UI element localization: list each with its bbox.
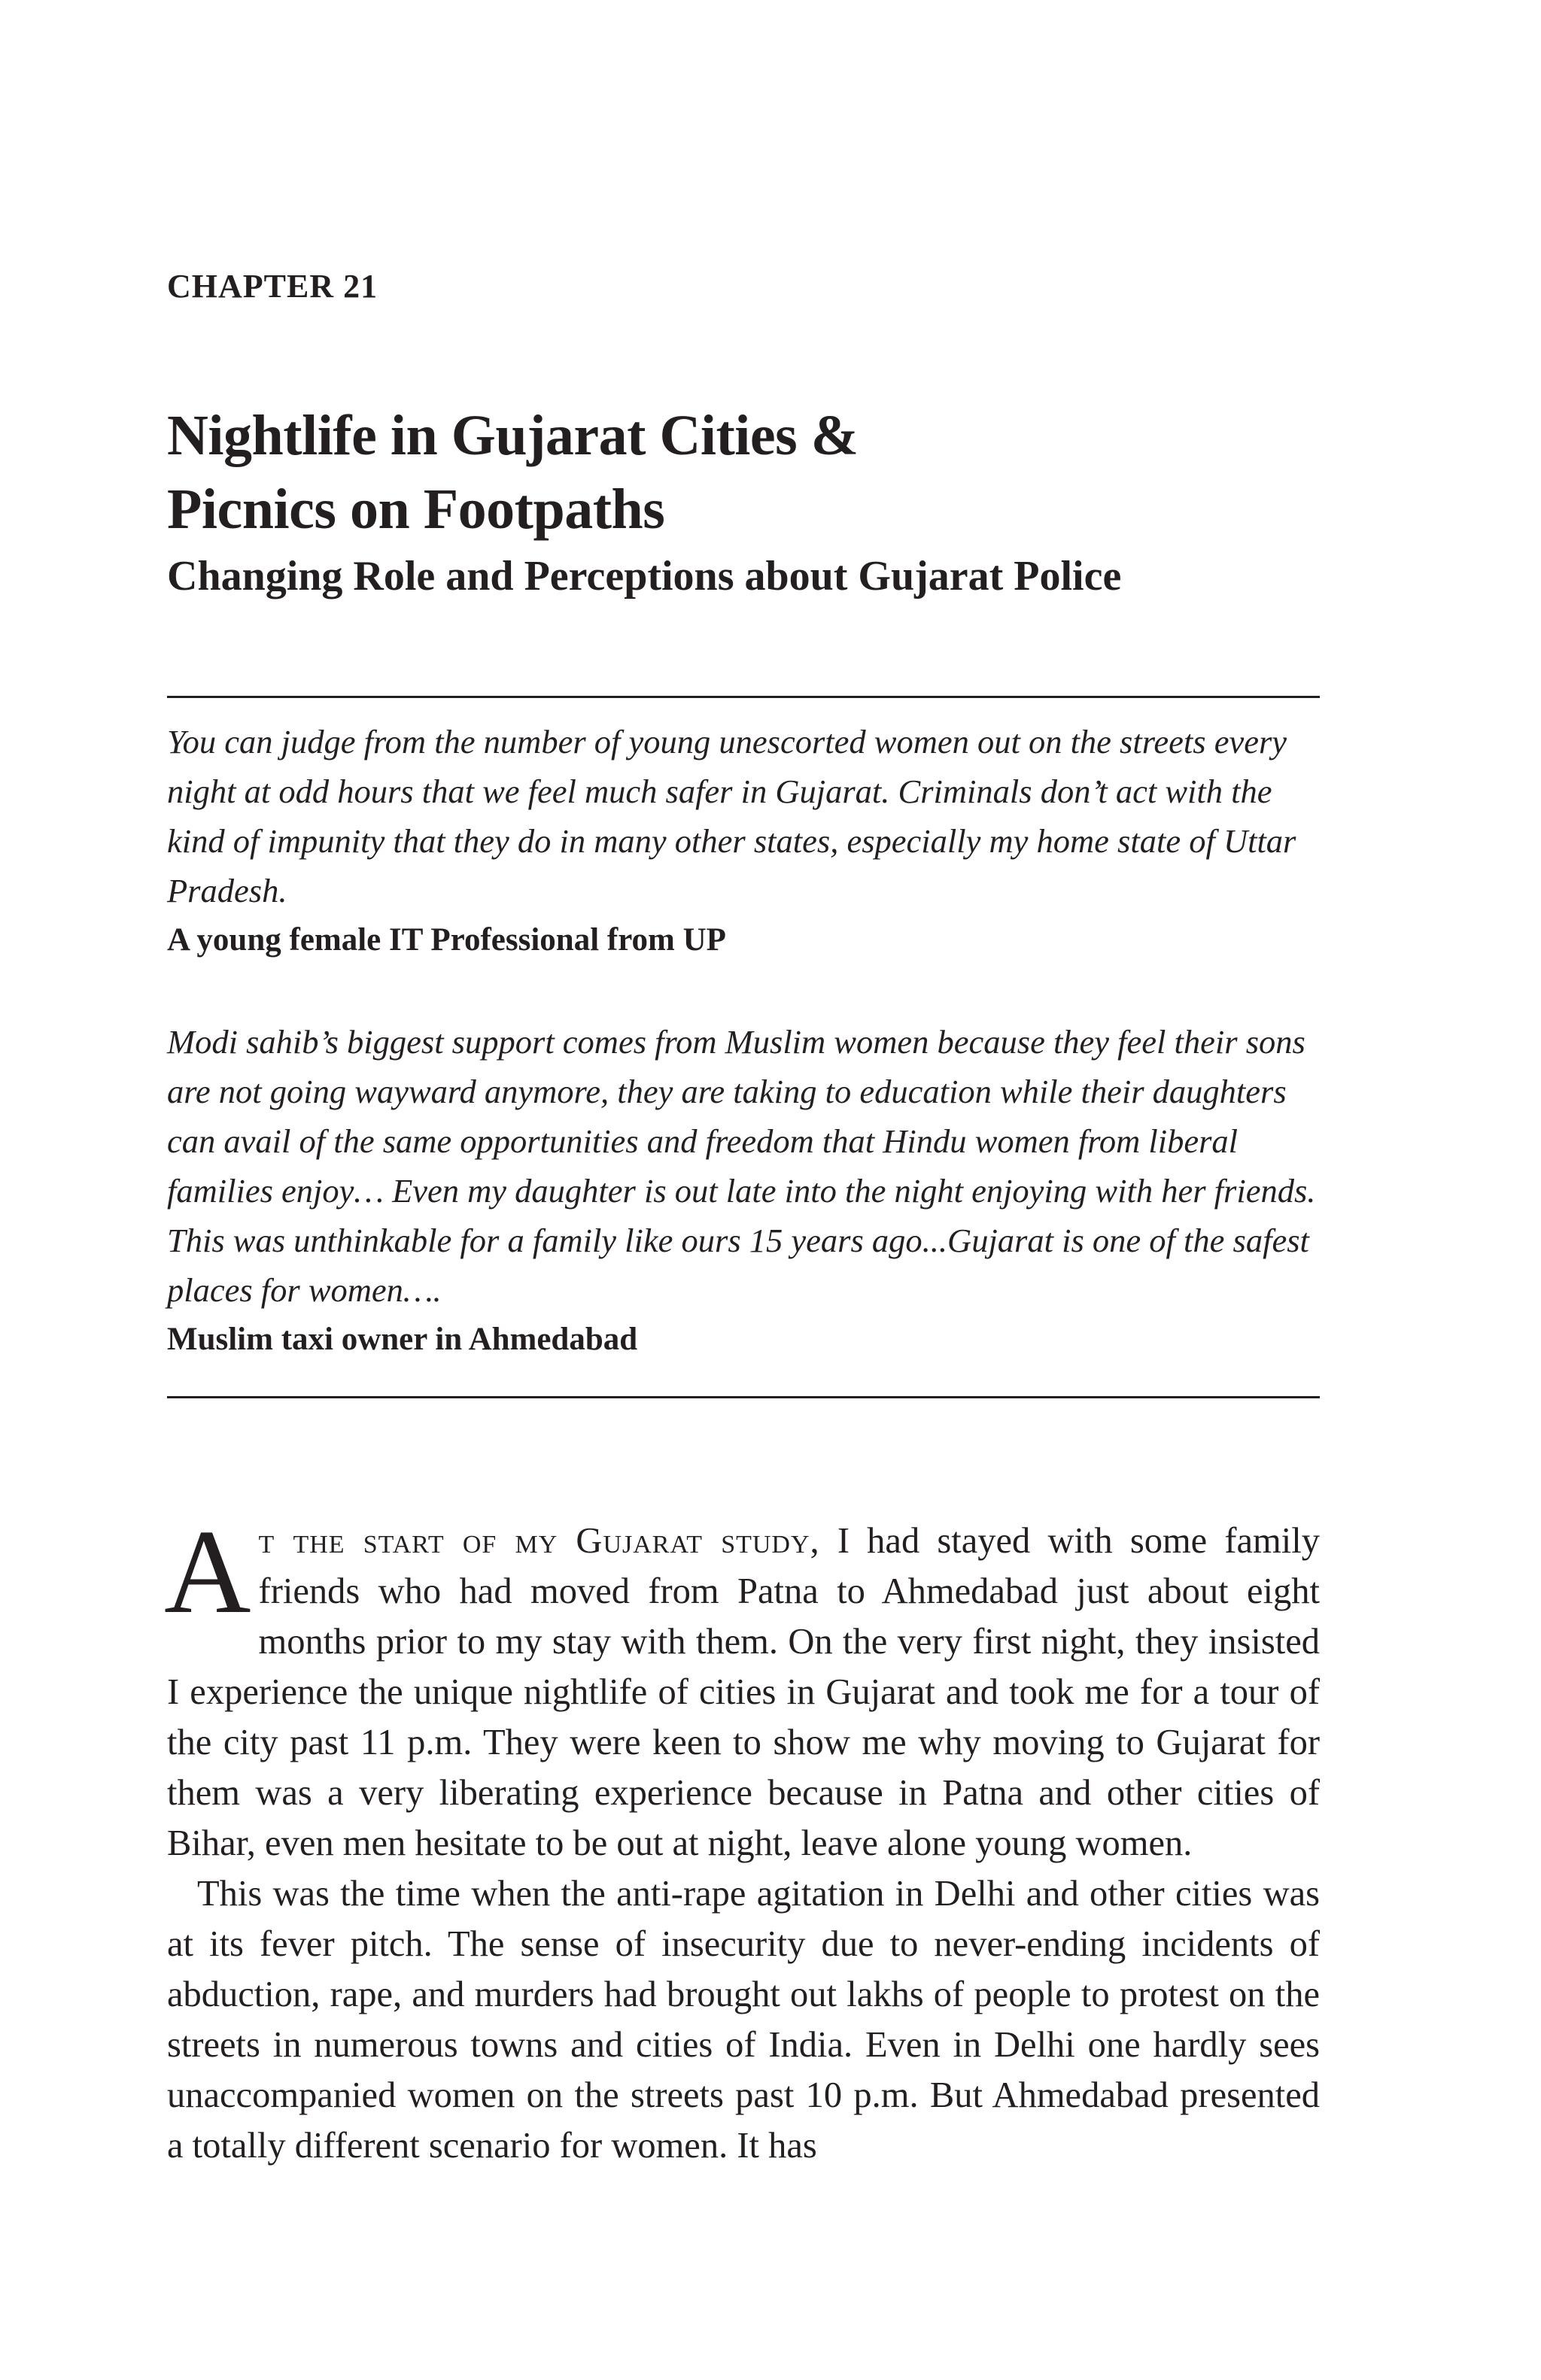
paragraph-2: This was the time when the anti-rape agitation in Delhi and other cities was at its fever pitch. The sense of insecurity due to never-ending incidents of abduction, rape, and murders had brought out lakhs of people to protest on the streets in numerous towns and cities of India. Even in Delhi one hardly sees unaccompanied women on the streets past 10 p.m. But Ahmedabad presented a totally different scenario for women. It has: [167, 1874, 1320, 2166]
epigraph-2-quote: Modi sahib’s biggest support comes from Muslim women because they feel their sons are not going wayward anymore, they are taking to education while their daughters can avail of the same opportunities and freedom that Hindu women from liberal families enjoy… Even my daughter is out late into the night enjoying with her friends. This was unthinkable for a family like ours 15 years ago...Gujarat is one of the safest places for women….: [167, 1023, 1316, 1309]
epigraph-2: [167, 1017, 1320, 1365]
paragraph-1-text: I had stayed with some family friends who had moved from Patna to Ahmedabad just about eight months prior to my stay with them. On the very first night, they insisted I experience the unique nightlife of cities in Gujarat and took me for a tour of the city past 11 p.m. They were keen to show me why moving to Gujarat for them was a very liberating experience because in Patna and other cities of Bihar, even men hesitate to be out at night, leave alone young women.: [167, 1521, 1320, 1863]
epigraph-1-quote: You can judge from the number of young unescorted women out on the streets every night at odd hours that we feel much safer in Gujarat. Criminals don’t act with the kind of impunity that they do in many other states, especially my home state of Uttar Pradesh.: [167, 723, 1296, 909]
chapter-label: CHAPTER 21: [167, 268, 378, 305]
chapter-title-line-2: Picnics on Footpaths: [167, 478, 665, 541]
epigraph-top-rule: [167, 696, 1320, 698]
chapter-subtitle: Changing Role and Perceptions about Gujarat Police: [167, 553, 1122, 600]
lead-in-small-caps: t the start of my Gujarat study,: [258, 1521, 820, 1561]
epigraph-1-attribution: A young female IT Professional from UP: [167, 922, 726, 958]
chapter-title-line-1: Nightlife in Gujarat Cities &: [167, 404, 859, 467]
body-text: [164, 1504, 1320, 2171]
drop-cap: A: [164, 1504, 251, 1638]
chapter-title: [167, 399, 859, 546]
book-page: [164, 0, 1320, 2380]
epigraph-2-attribution: Muslim taxi owner in Ahmedabad: [167, 1322, 638, 1357]
paragraph-1: [164, 1504, 1320, 1868]
epigraph-bottom-rule: [167, 1396, 1320, 1398]
epigraph-1: [167, 717, 1320, 965]
